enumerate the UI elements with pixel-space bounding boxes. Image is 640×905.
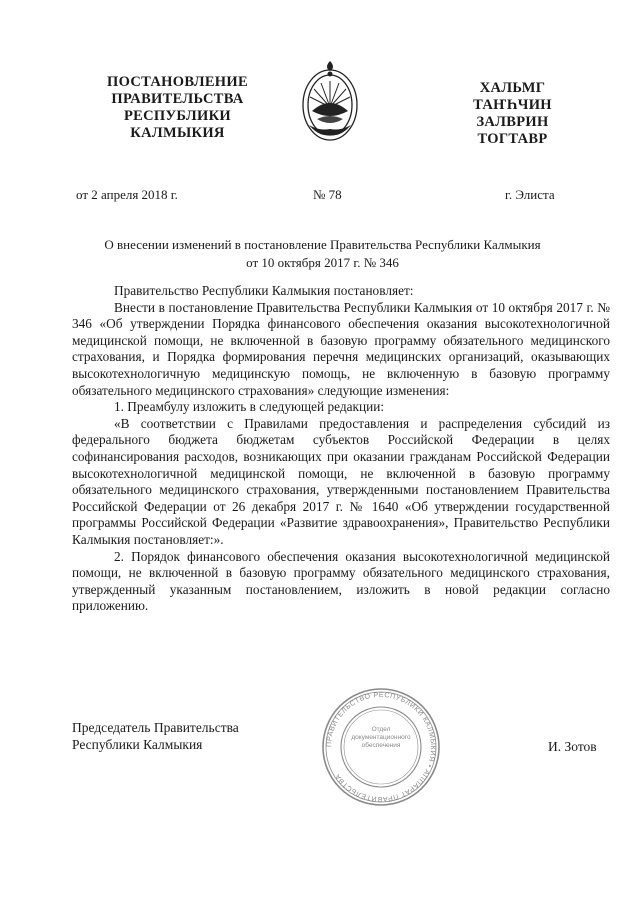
document-number: № 78 <box>313 187 342 202</box>
seal-ring-text: ПРАВИТЕЛЬСТВО РЕСПУБЛИКИ КАЛМЫКИЯ • АППАРАТ ПРАВИТЕЛЬСТВА <box>325 691 437 803</box>
header-left-line: ПРАВИТЕЛЬСТВА <box>111 91 244 107</box>
document-body <box>72 283 610 615</box>
header-right-line: ТОГТАВР <box>477 131 548 147</box>
kalmykia-emblem-icon <box>299 55 361 145</box>
header-left-russian <box>95 74 260 142</box>
header-left-line: КАЛМЫКИЯ <box>130 125 225 141</box>
subject-line: О внесении изменений в постановление Правительства Республики Калмыкия <box>104 237 541 252</box>
signatory-name: И. Зотов <box>548 739 597 754</box>
header-right-line: ЗАЛВРИН <box>476 114 549 130</box>
subject-line: от 10 октября 2017 г. № 346 <box>246 255 399 270</box>
document-date: от 2 апреля 2018 г. <box>76 187 178 202</box>
header-left-line: ПОСТАНОВЛЕНИЕ <box>107 74 248 90</box>
signatory-title-line: Республики Калмыкия <box>72 737 203 752</box>
header-right-line: ХАЛЬМГ <box>479 80 546 96</box>
seal-center-text: Отдел документационного обеспечения <box>351 726 411 749</box>
document-subject <box>70 236 575 272</box>
body-paragraph: «В соответствии с Правилами предоставления и распределения субсидий из федерального бюджета бюджетам субъектов Российской Федерации в целях софинансирования расходов, возникающих при оказании гражданам Российской Федерации высокотехнологичной медицинской помощи, не включенной в базовую программу обязательного медицинского страхования, утвержденными постановлением Правительства Российской Федерации от 26 декабря 2017 г. № 1640 «Об утверждении государственной программы Российской Федерации «Развитие здравоохранения», Правительство Республики Калмыкия постановляет:». <box>72 415 610 547</box>
header-right-line: ТАҤҺЧИН <box>473 97 552 113</box>
signatory-title <box>72 719 239 753</box>
header-right-kalmyk <box>455 80 570 148</box>
body-paragraph: Внести в постановление Правительства Республики Калмыкия от 10 октября 2017 г. № 346 «Об утверждении Порядка финансового обеспечения оказания высокотехнологичной медицинской помощи, не включенной в базовую программу обязательного медицинского страхования, и Порядка формирования перечня медицинских организаций, оказывающих высокотехнологичную медицинскую помощь, не включенную в базовую программу обязательного медицинского страхования» следующие изменения: <box>72 299 610 398</box>
body-paragraph: 1. Преамбулу изложить в следующей редакции: <box>114 399 385 415</box>
header-left-line: РЕСПУБЛИКИ <box>123 108 232 124</box>
official-seal-stamp <box>320 686 442 808</box>
body-paragraph: Правительство Республики Калмыкия постановляет: <box>114 283 414 298</box>
body-paragraph: 2. Порядок финансового обеспечения оказания высокотехнологичной медицинской помощи, не включенной в базовую программу обязательного медицинского страхования, утвержденный указанным постановлением, изложить в новой редакции согласно приложению. <box>72 548 610 614</box>
document-city: г. Элиста <box>505 187 555 202</box>
signatory-title-line: Председатель Правительства <box>72 720 239 735</box>
